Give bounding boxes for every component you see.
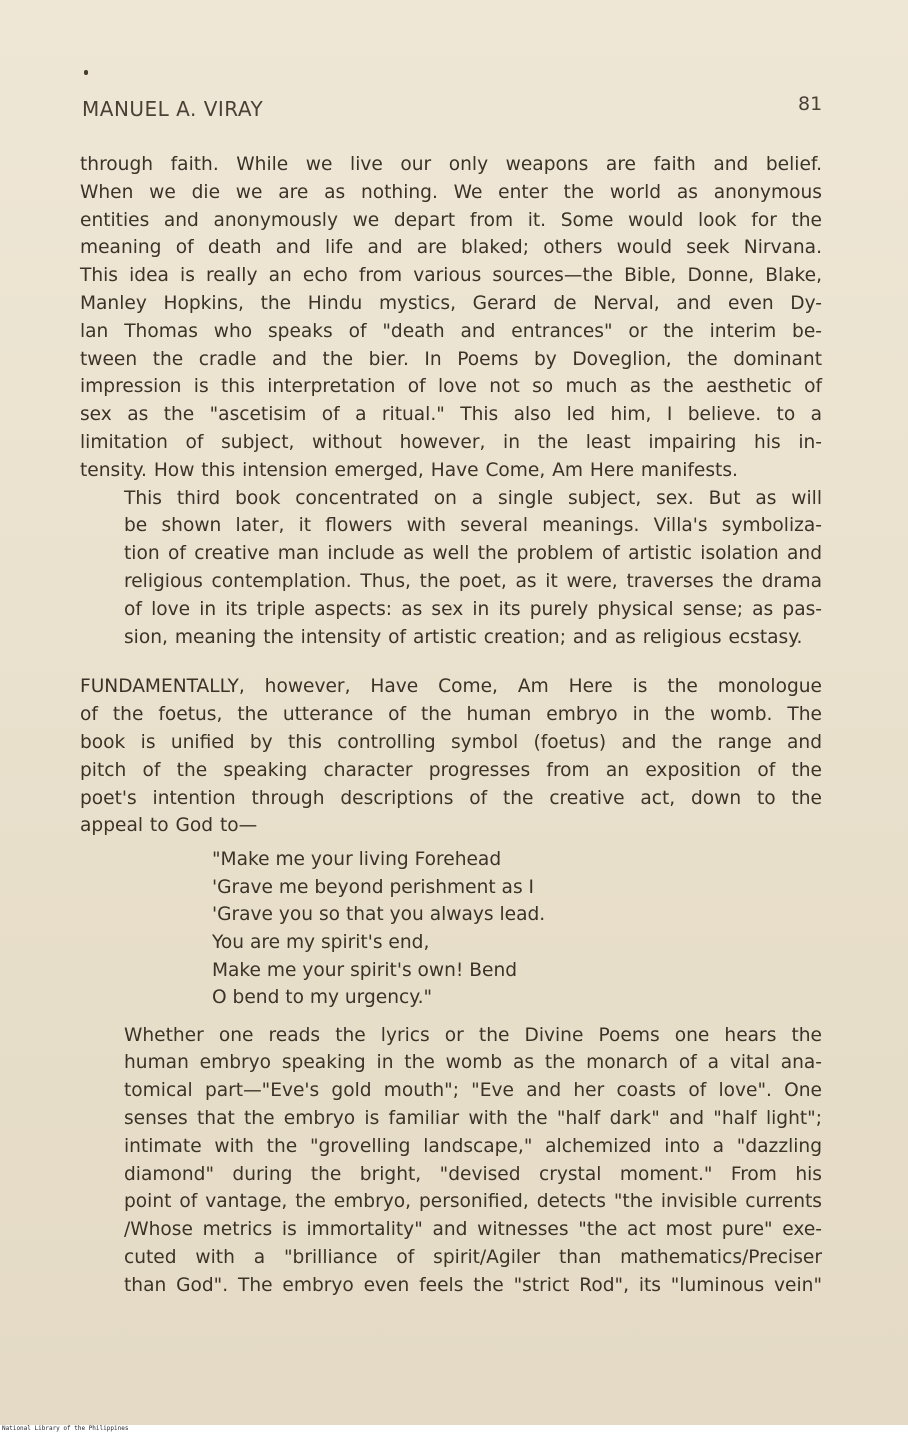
text-line: diamond" during the bright, "devised crystal moment." From his [124, 1163, 822, 1185]
running-header-author: MANUEL A. VIRAY [82, 97, 264, 121]
text-line: point of vantage, the embryo, personified, detects "the invisible currents [124, 1191, 822, 1213]
text-line: intimate with the "grovelling landscape," alchemized into a "dazzling [124, 1135, 822, 1157]
section-gap [80, 651, 822, 673]
page-number: 81 [798, 93, 823, 115]
text-line: book is unified by this controlling symbol (foetus) and the range and [80, 731, 822, 753]
text-line: tomical part—"Eve's gold mouth"; "Eve and her coasts of love". One [124, 1080, 822, 1102]
text-line: 'Grave me beyond perishment as I [212, 876, 535, 898]
text-line: limitation of subject, without however, in the least impairing his in- [80, 431, 822, 453]
text-line: FUNDAMENTALLY, however, Have Come, Am Here is the monologue [80, 676, 822, 698]
paragraph-2 [80, 485, 822, 652]
text-line: of love in its triple aspects: as sex in its purely physical sense; as pas- [124, 598, 822, 620]
text-line: tween the cradle and the bier. In Poems by Doveglion, the dominant [80, 348, 822, 370]
text-line: appeal to God to— [80, 815, 258, 837]
text-line: When we die we are as nothing. We enter the world as anonymous [80, 181, 822, 203]
text-line: tion of creative man include as well the problem of artistic isolation and [124, 543, 822, 565]
text-line: Manley Hopkins, the Hindu mystics, Gerard de Nerval, and even Dy- [80, 292, 822, 314]
text-line: tensity. How this intension emerged, Have Come, Am Here manifests. [80, 459, 738, 481]
poem-quote [212, 846, 822, 1012]
text-line: O bend to my urgency." [212, 987, 433, 1009]
text-line: than God". The embryo even feels the "strict Rod", its "luminous vein" [124, 1274, 822, 1296]
text-line: /Whose metrics is immortality" and witnesses "the act most pure" exe- [124, 1219, 822, 1241]
text-line: pitch of the speaking character progresses from an exposition of the [80, 759, 822, 781]
body-text [80, 151, 822, 1300]
text-line: cuted with a "brilliance of spirit/Agiler than mathematics/Preciser [124, 1247, 822, 1269]
text-line: Whether one reads the lyrics or the Divine Poems one hears the [124, 1024, 822, 1046]
text-line: lan Thomas who speaks of "death and entrances" or the interim be- [80, 320, 822, 342]
text-line: meaning of death and life and are blaked; others would seek Nirvana. [80, 237, 822, 259]
text-line: of the foetus, the utterance of the human embryo in the womb. The [80, 704, 822, 726]
text-line: entities and anonymously we depart from it. Some would look for the [80, 209, 822, 231]
library-watermark: National Library of the Philippines [2, 1425, 129, 1432]
text-line: This idea is really an echo from various sources—the Bible, Donne, Blake, [80, 265, 822, 287]
paragraph-3 [80, 673, 822, 840]
text-line: sion, meaning the intensity of artistic creation; and as religious ecstasy. [124, 626, 803, 648]
text-line: 'Grave you so that you always lead. [212, 904, 546, 926]
text-line: impression is this interpretation of love not so much as the aesthetic of [80, 376, 822, 398]
text-line: human embryo speaking in the womb as the monarch of a vital ana- [124, 1052, 822, 1074]
paragraph-1 [80, 151, 822, 485]
text-line: "Make me your living Forehead [212, 849, 502, 871]
paragraph-4 [80, 1022, 822, 1300]
text-line: through faith. While we live our only weapons are faith and belief. [80, 154, 822, 175]
text-line: poet's intention through descriptions of the creative act, down to the [80, 787, 822, 809]
text-line: sex as the "ascetisim of a ritual." This also led him, I believe. to a [80, 404, 822, 426]
text-line: senses that the embryo is familiar with the "half dark" and "half light"; [124, 1108, 822, 1130]
ink-spot [84, 70, 88, 75]
text-line: be shown later, it flowers with several meanings. Villa's symboliza- [124, 515, 822, 537]
scan-footer-strip [0, 1425, 908, 1433]
text-line: religious contemplation. Thus, the poet, as it were, traverses the drama [124, 570, 822, 592]
text-line: This third book concentrated on a single subject, sex. But as will [124, 487, 822, 509]
text-line: You are my spirit's end, [212, 931, 430, 953]
text-line: Make me your spirit's own! Bend [212, 959, 518, 981]
